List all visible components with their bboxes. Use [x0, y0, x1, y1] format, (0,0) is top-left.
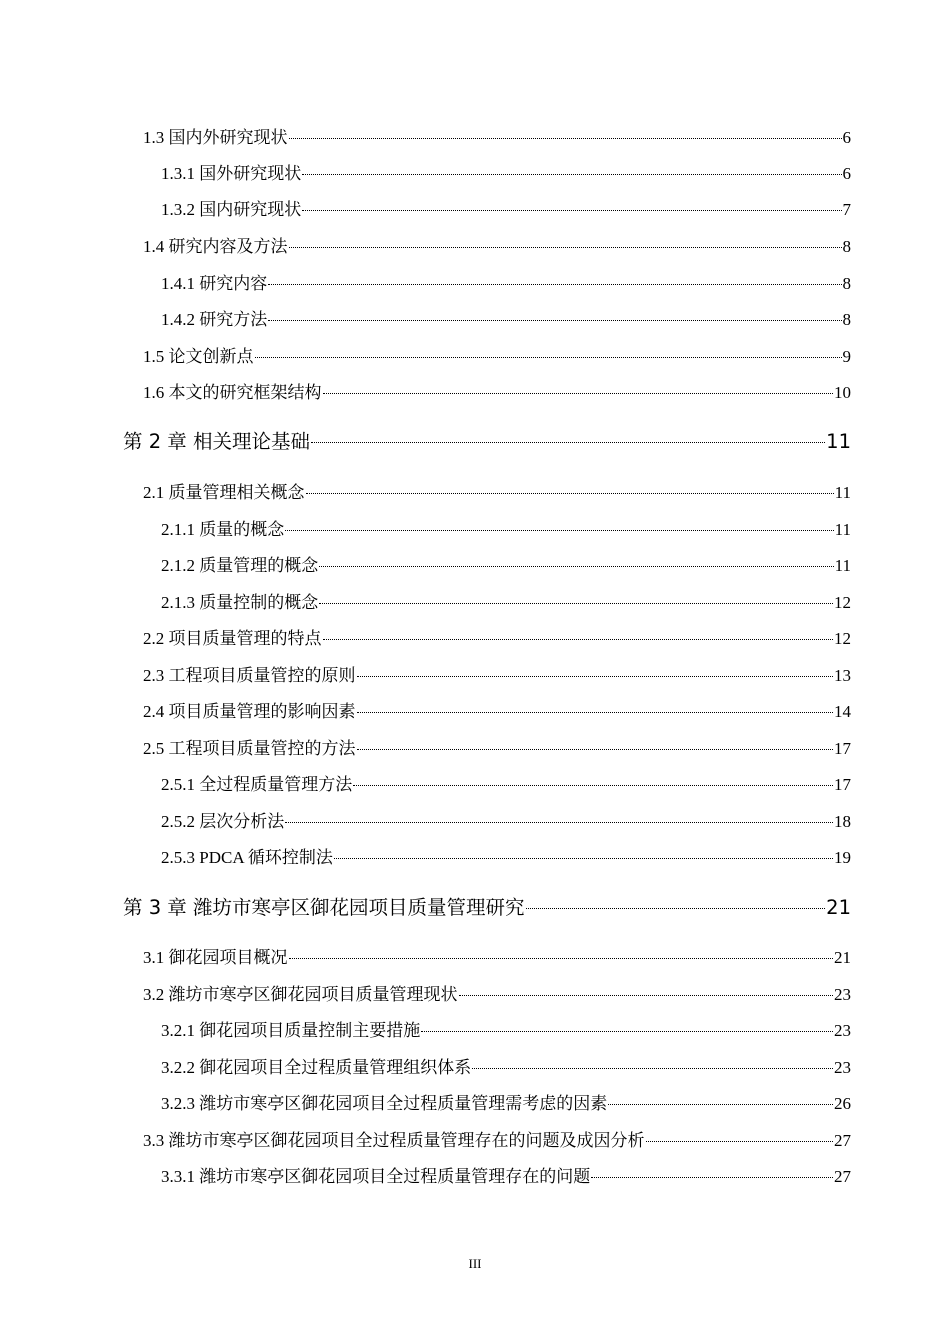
toc-entry: [143, 236, 851, 258]
toc-entry: [161, 774, 851, 796]
toc-entry-page: 23: [834, 985, 851, 1004]
toc-entry: [161, 1166, 851, 1188]
dot-leader: [319, 566, 833, 567]
toc-entry-page: 13: [834, 666, 851, 685]
toc-entry-title: 1.3.1 国外研究现状: [161, 164, 302, 183]
dot-leader: [472, 1068, 833, 1069]
toc-entry-title: 3.2.3 潍坊市寒亭区御花园项目全过程质量管理需考虑的因素: [161, 1094, 608, 1113]
dot-leader: [319, 603, 833, 604]
toc-entry: [143, 382, 851, 404]
toc-entry: [143, 482, 851, 504]
dot-leader: [255, 357, 842, 358]
toc-entry: [161, 519, 851, 541]
toc-entry: [161, 592, 851, 614]
toc-chapter-page: 21: [826, 896, 851, 919]
toc-entry: [143, 127, 851, 149]
toc-entry-page: 6: [842, 128, 851, 147]
dot-leader: [459, 995, 834, 996]
toc-entry-title: 2.5.3 PDCA 循环控制法: [161, 848, 333, 867]
toc-entry: [161, 309, 851, 331]
dot-leader: [357, 676, 834, 677]
dot-leader: [357, 749, 834, 750]
dot-leader: [285, 822, 833, 823]
toc-entry-page: 8: [842, 274, 851, 293]
dot-leader: [268, 320, 841, 321]
toc-entry-page: 26: [834, 1094, 851, 1113]
dot-leader: [285, 530, 833, 531]
dot-leader: [302, 174, 841, 175]
dot-leader: [289, 958, 834, 959]
toc-entry-title: 3.2.1 御花园项目质量控制主要措施: [161, 1021, 421, 1040]
toc-entry: [143, 947, 851, 969]
toc-entry-page: 27: [834, 1167, 851, 1186]
dot-leader: [526, 908, 826, 909]
toc-entry-page: 19: [834, 848, 851, 867]
dot-leader: [289, 138, 842, 139]
dot-leader: [608, 1104, 833, 1105]
dot-leader: [646, 1141, 834, 1142]
toc-chapter-page: 11: [826, 430, 851, 453]
toc-entry-page: 8: [842, 310, 851, 329]
toc-entry-title: 2.4 项目质量管理的影响因素: [143, 702, 356, 721]
toc-entry-page: 17: [834, 739, 851, 758]
dot-leader: [289, 247, 842, 248]
toc-entry-title: 3.2.2 御花园项目全过程质量管理组织体系: [161, 1058, 472, 1077]
toc-entry: [143, 738, 851, 760]
toc-chapter-title: 第 2 章 相关理论基础: [123, 430, 311, 453]
dot-leader: [306, 493, 834, 494]
dot-leader: [268, 284, 841, 285]
toc-entry-page: 27: [834, 1131, 851, 1150]
toc-entry-page: 11: [834, 556, 851, 575]
dot-leader: [311, 442, 825, 443]
toc-entry-title: 1.4 研究内容及方法: [143, 237, 288, 256]
toc-entry: [161, 199, 851, 221]
page-number: III: [468, 1256, 482, 1271]
toc-entry-page: 12: [834, 629, 851, 648]
dot-leader: [421, 1031, 833, 1032]
toc-entry: [143, 984, 851, 1006]
toc-entry-page: 21: [834, 948, 851, 967]
toc-entry-title: 2.5.2 层次分析法: [161, 812, 285, 831]
toc-entry: [161, 1093, 851, 1115]
toc-entry: [161, 811, 851, 833]
toc-entry-page: 11: [834, 483, 851, 502]
toc-chapter-title: 第 3 章 潍坊市寒亭区御花园项目质量管理研究: [123, 896, 525, 919]
dot-leader: [353, 785, 833, 786]
toc-entry-title: 3.3 潍坊市寒亭区御花园项目全过程质量管理存在的问题及成因分析: [143, 1131, 645, 1150]
toc-entry-page: 14: [834, 702, 851, 721]
dot-leader: [323, 393, 834, 394]
dot-leader: [334, 858, 833, 859]
toc-entry-page: 11: [834, 520, 851, 539]
toc-entry: [143, 1130, 851, 1152]
toc-entry-title: 2.1.2 质量管理的概念: [161, 556, 319, 575]
toc-entry: [161, 1057, 851, 1079]
toc-entry-title: 1.4.1 研究内容: [161, 274, 268, 293]
toc-entry: [161, 555, 851, 577]
toc-entry-title: 1.4.2 研究方法: [161, 310, 268, 329]
toc-entry-page: 23: [834, 1021, 851, 1040]
toc-entry-page: 8: [842, 237, 851, 256]
toc-entry-title: 2.3 工程项目质量管控的原则: [143, 666, 356, 685]
toc-entry: [143, 701, 851, 723]
toc-entry-title: 2.1.1 质量的概念: [161, 520, 285, 539]
toc-entry-title: 1.3 国内外研究现状: [143, 128, 288, 147]
toc-entry-title: 2.1 质量管理相关概念: [143, 483, 305, 502]
toc-entry-title: 2.2 项目质量管理的特点: [143, 629, 322, 648]
toc-entry-title: 3.1 御花园项目概况: [143, 948, 288, 967]
toc-entry-title: 3.3.1 潍坊市寒亭区御花园项目全过程质量管理存在的问题: [161, 1167, 591, 1186]
toc-entry-title: 2.5 工程项目质量管控的方法: [143, 739, 356, 758]
dot-leader: [302, 210, 841, 211]
toc-entry: [161, 1020, 851, 1042]
toc-entry: [161, 163, 851, 185]
toc-entry: [161, 273, 851, 295]
toc-entry-page: 12: [834, 593, 851, 612]
toc-entry-title: 1.3.2 国内研究现状: [161, 200, 302, 219]
toc-entry: [143, 665, 851, 687]
toc-entry-page: 23: [834, 1058, 851, 1077]
toc-entry-page: 9: [842, 347, 851, 366]
dot-leader: [323, 639, 834, 640]
toc-entry-title: 3.2 潍坊市寒亭区御花园项目质量管理现状: [143, 985, 458, 1004]
toc-entry-title: 2.5.1 全过程质量管理方法: [161, 775, 353, 794]
toc-chapter-entry: [123, 429, 851, 455]
toc-entry-title: 1.5 论文创新点: [143, 347, 254, 366]
toc-entry-page: 7: [842, 200, 851, 219]
dot-leader: [357, 712, 834, 713]
toc-entry-page: 17: [834, 775, 851, 794]
toc-entry-title: 1.6 本文的研究框架结构: [143, 383, 322, 402]
toc-entry: [161, 847, 851, 869]
toc-entry-page: 10: [834, 383, 851, 402]
toc-entry-page: 18: [834, 812, 851, 831]
toc-entry: [143, 628, 851, 650]
toc-chapter-entry: [123, 895, 851, 921]
toc-entry-page: 6: [842, 164, 851, 183]
dot-leader: [591, 1177, 833, 1178]
toc-entry: [143, 346, 851, 368]
toc-entry-title: 2.1.3 质量控制的概念: [161, 593, 319, 612]
